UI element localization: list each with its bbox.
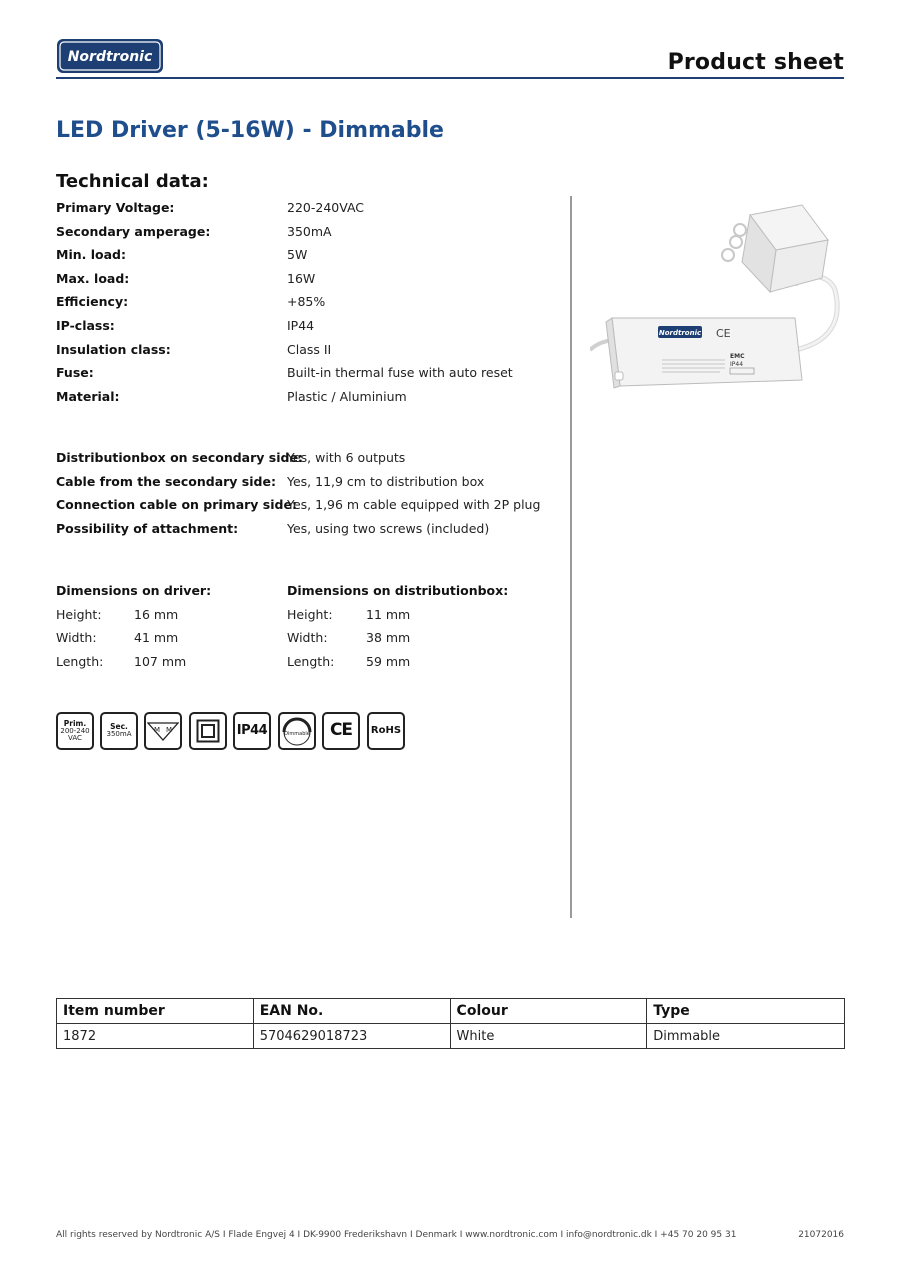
secondary-current-icon	[100, 712, 138, 750]
feature-value: Yes, with 6 outputs	[287, 450, 406, 465]
table-header-row	[57, 999, 845, 1024]
sec-title: Sec.	[110, 722, 128, 732]
table-cell: White	[450, 1024, 647, 1049]
column-header: Item number	[57, 999, 254, 1024]
dimension-value: 41 mm	[134, 630, 179, 646]
spec-row	[56, 314, 556, 338]
rohs-icon	[367, 712, 405, 750]
spec-value: 5W	[287, 247, 308, 263]
column-header: Type	[647, 999, 845, 1024]
spec-row	[56, 196, 556, 220]
technical-heading: Technical data:	[56, 171, 209, 192]
svg-text:IP44: IP44	[730, 361, 744, 368]
logo-text: Nordtronic	[67, 49, 153, 65]
dimension-key: Height:	[56, 606, 102, 622]
spec-value: Plastic / Aluminium	[287, 388, 407, 404]
dimension-row	[287, 650, 527, 674]
spec-value: IP44	[287, 317, 315, 333]
spec-value: +85%	[287, 294, 326, 310]
table-cell: 5704629018723	[253, 1024, 450, 1049]
spec-list	[56, 196, 556, 408]
dimension-row	[56, 626, 276, 650]
dimension-key: Length:	[56, 653, 104, 669]
spec-row	[56, 385, 556, 409]
dimension-row	[56, 650, 276, 674]
dimension-value: 11 mm	[366, 606, 411, 622]
ce-text: CE	[329, 720, 353, 741]
sheet-title: Product sheet	[667, 50, 844, 75]
spec-row	[56, 290, 556, 314]
column-header: EAN No.	[253, 999, 450, 1024]
table-cell: Dimmable	[647, 1024, 845, 1049]
dimension-value: 107 mm	[134, 653, 187, 669]
dimension-row	[56, 603, 276, 627]
ip44-icon	[233, 712, 271, 750]
sec-line1: 350mA	[106, 730, 132, 739]
feature-row	[56, 493, 556, 517]
dimension-row	[287, 603, 527, 627]
footer-contact: All rights reserved by Nordtronic A/S I Flade Engvej 4 I DK-9900 Frederikshavn I Denmark I www.nordtronic.com I info@nordtronic.dk I +45 70 20 95 31	[56, 1230, 737, 1240]
spec-row	[56, 361, 556, 385]
feature-row	[56, 446, 556, 470]
spec-value: 220-240VAC	[287, 200, 365, 215]
spec-label: Efficiency:	[56, 294, 129, 310]
spec-row	[56, 243, 556, 267]
spec-label: Material:	[56, 388, 120, 404]
table-cell: 1872	[57, 1024, 254, 1049]
feature-value: Yes, 11,9 cm to distribution box	[287, 473, 485, 489]
footer-date-code: 21072016	[798, 1230, 844, 1240]
ce-mark-icon	[322, 712, 360, 750]
spec-value: Class II	[287, 341, 332, 357]
spec-value: 16W	[287, 270, 316, 286]
prim-line1: 200-240	[60, 726, 90, 735]
feature-row	[56, 470, 556, 494]
dimension-key: Width:	[56, 630, 97, 646]
prim-title: Prim.	[63, 718, 87, 728]
column-header: Colour	[450, 999, 647, 1024]
dimension-row	[287, 626, 527, 650]
box-dimensions	[287, 579, 527, 673]
spec-value: Built-in thermal fuse with auto reset	[287, 365, 513, 381]
spec-label: Fuse:	[56, 365, 94, 381]
dimmable-icon	[278, 712, 316, 750]
svg-text:M: M	[165, 726, 173, 734]
svg-text:M: M	[153, 726, 161, 734]
item-table	[56, 998, 845, 1049]
spec-label: Insulation class:	[56, 341, 171, 357]
spec-label: IP-class:	[56, 317, 115, 333]
spec-label: Min. load:	[56, 247, 126, 263]
feature-label: Cable from the secondary side:	[56, 473, 276, 489]
feature-label: Possibility of attachment:	[56, 520, 239, 536]
dimension-value: 38 mm	[366, 630, 411, 646]
spec-row	[56, 338, 556, 362]
rohs-text: RoHS	[370, 724, 402, 736]
primary-voltage-icon	[56, 712, 94, 750]
spec-label: Primary Voltage:	[56, 200, 175, 215]
feature-list	[56, 446, 556, 540]
dimension-value: 59 mm	[366, 653, 411, 669]
table-row	[57, 1024, 845, 1049]
feature-row	[56, 517, 556, 541]
prim-line2: VAC	[68, 733, 82, 742]
nordtronic-logo	[56, 38, 164, 74]
spec-label: Secondary amperage:	[56, 223, 211, 239]
svg-text:CE: CE	[716, 327, 731, 340]
dimension-value: 16 mm	[134, 606, 179, 622]
header-divider	[56, 77, 844, 79]
svg-text:EMC: EMC	[730, 353, 745, 360]
class-ii-icon	[189, 712, 227, 750]
svg-text:Nordtronic: Nordtronic	[658, 329, 702, 337]
dimension-key: Height:	[287, 606, 333, 622]
box-dimensions-heading: Dimensions on distributionbox:	[287, 583, 509, 598]
dimension-key: Length:	[287, 653, 335, 669]
furniture-mark-icon	[144, 712, 182, 750]
driver-dimensions-heading: Dimensions on driver:	[56, 583, 212, 598]
spec-row	[56, 267, 556, 291]
dimension-key: Width:	[287, 630, 328, 646]
column-divider	[570, 196, 572, 918]
feature-label: Connection cable on primary side:	[56, 497, 297, 513]
feature-label: Distributionbox on secondary side:	[56, 450, 303, 465]
product-title: LED Driver (5-16W) - Dimmable	[56, 118, 444, 143]
spec-value: 350mA	[287, 223, 332, 239]
product-photo	[590, 200, 850, 410]
driver-dimensions	[56, 579, 276, 673]
feature-value: Yes, using two screws (included)	[287, 520, 490, 536]
spec-label: Max. load:	[56, 270, 130, 286]
svg-text:Dimmable: Dimmable	[284, 731, 310, 737]
feature-value: Yes, 1,96 m cable equipped with 2P plug	[287, 497, 541, 513]
ip-text: IP44	[236, 723, 268, 739]
spec-row	[56, 220, 556, 244]
